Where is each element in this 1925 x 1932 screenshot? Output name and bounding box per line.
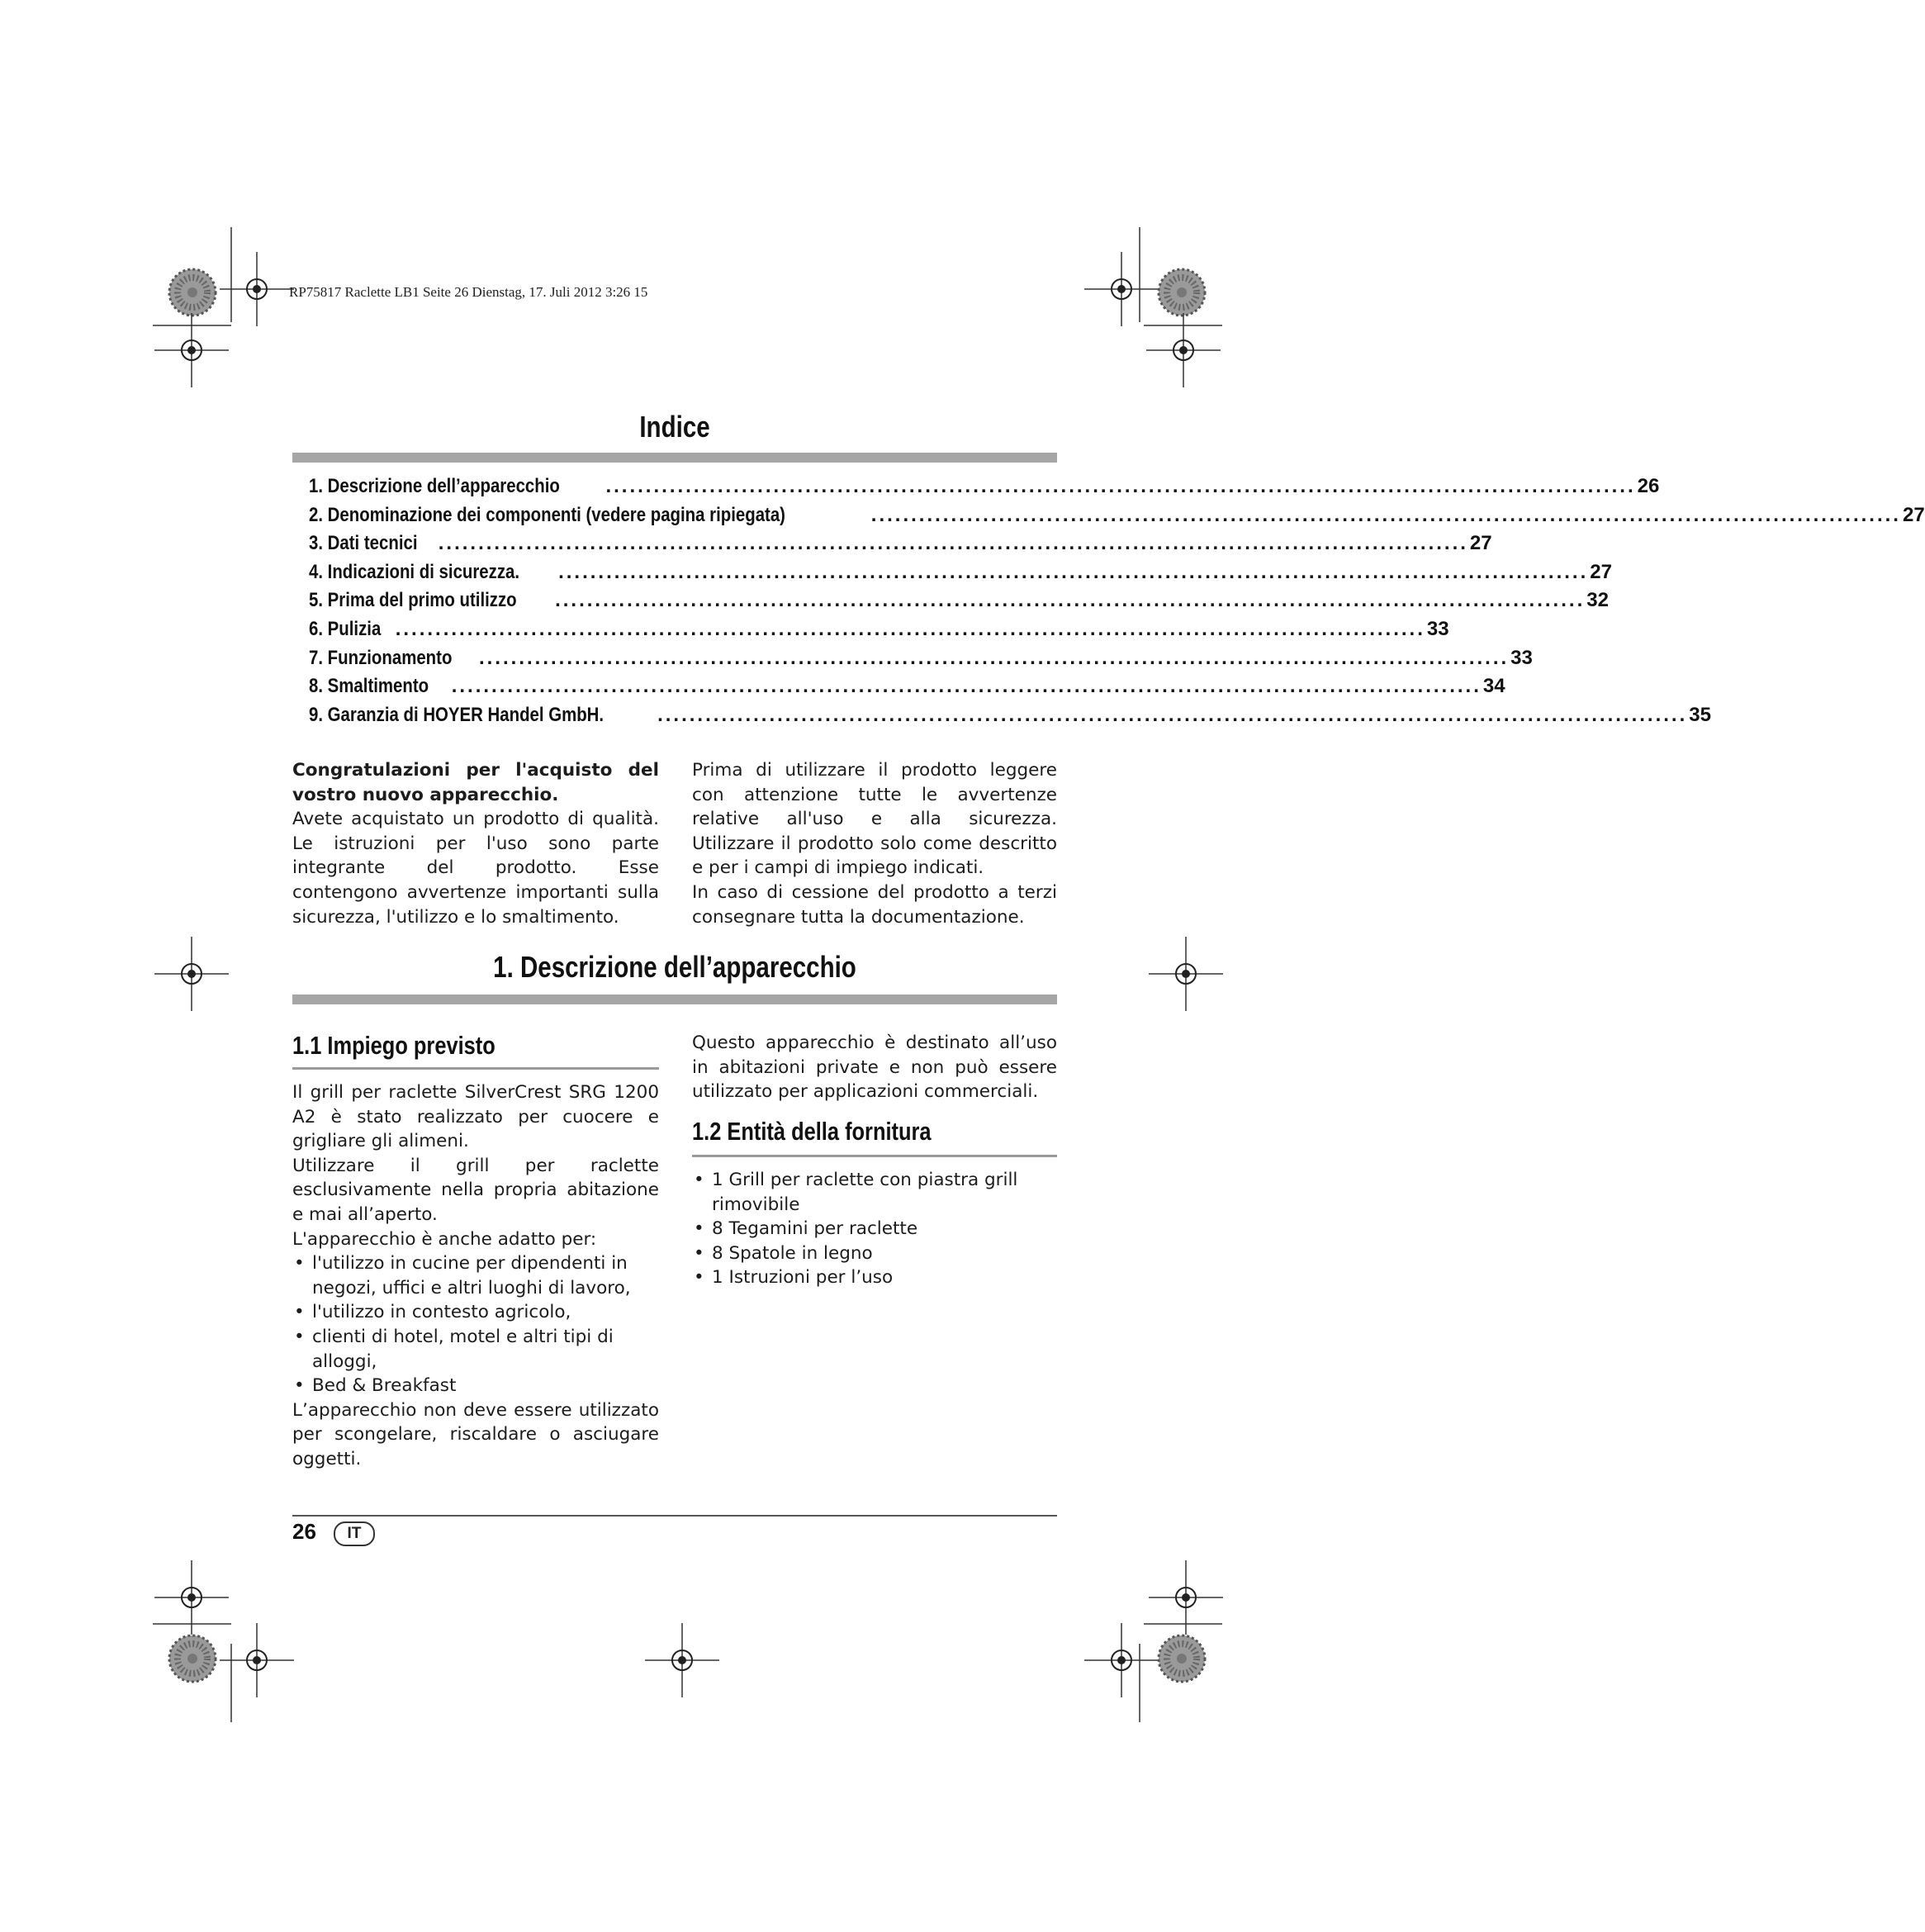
list-item: • 8 Spatole in legno xyxy=(694,1242,873,1264)
print-header: RP75817 Raclette LB1 Seite 26 Dienstag, 17. Juli 2012 3:26 15 xyxy=(289,284,648,300)
paragraph: Il grill per raclette SilverCrest SRG 1200 A2 è stato realizzato per cuocere e grigliare gli alimeni. xyxy=(292,1082,659,1152)
toc-entry[interactable]: 5. Prima del primo utilizzo ................................................................................................................................. 32 xyxy=(309,589,1609,612)
table-of-contents xyxy=(309,475,1925,732)
index-title-bar xyxy=(292,453,1057,463)
list-item: • Bed & Breakfast xyxy=(294,1375,457,1397)
paragraph: L'apparecchio è anche adatto per: xyxy=(292,1228,597,1250)
intro-right-paragraph-2: In caso di cessione del prodotto a terzi consegnare tutta la documentazione. xyxy=(692,881,1057,928)
section-1-title-bar xyxy=(292,994,1057,1004)
footer-rule xyxy=(292,1515,1057,1517)
toc-entry[interactable]: 6. Pulizia ................................................................................................................................. 33 xyxy=(309,617,1449,640)
delivery-contents-list xyxy=(692,1168,1057,1290)
section-1-right-text xyxy=(692,1031,1057,1104)
subsection-1-2-rule xyxy=(692,1155,1057,1157)
list-item: • 1 Istruzioni per l’uso xyxy=(694,1267,894,1289)
toc-entry[interactable]: 4. Indicazioni di sicurezza. ................................................................................................................................. 27 xyxy=(309,560,1612,583)
paragraph: Questo apparecchio è destinato all’uso in abitazioni private e non può essere utilizzato per applicazioni commerciali. xyxy=(692,1032,1057,1103)
list-item: • l'utilizzo in cucine per dipendenti in negozi, uffici e altri luoghi di lavoro, xyxy=(294,1253,631,1298)
toc-entry[interactable]: 1. Descrizione dell’apparecchio ................................................................................................................................. 26 xyxy=(309,475,1660,497)
subsection-1-1-rule xyxy=(292,1067,659,1070)
subsection-1-1-title: 1.1 Impiego previsto xyxy=(292,1031,495,1060)
toc-entry[interactable]: 3. Dati tecnici ................................................................................................................................. 27 xyxy=(309,532,1492,555)
intro-right-column xyxy=(692,758,1057,929)
paragraph: Utilizzare il grill per raclette esclusivamente nella propria abitazione e mai all’aperto. xyxy=(292,1155,659,1225)
intro-heading: Congratulazioni per l'acquisto del vostro nuovo apparecchio. xyxy=(292,760,659,805)
subsection-1-1-body xyxy=(292,1080,659,1472)
toc-entry[interactable]: 2. Denominazione dei componenti (vedere pagina ripiegata) ................................................................................................................................. 27 xyxy=(309,503,1925,526)
paragraph: L’apparecchio non deve essere utilizzato per scongelare, riscaldare o asciugare oggetti. xyxy=(292,1399,659,1469)
toc-entry[interactable]: 7. Funzionamento ................................................................................................................................. 33 xyxy=(309,646,1533,669)
language-badge: IT xyxy=(334,1521,375,1546)
intro-right-paragraph-1: Prima di utilizzare il prodotto leggere con attenzione tutte le avvertenze relative all'uso e alla sicurezza. Utilizzare il prodotto solo come descritto e per i campi di impiego indicati. xyxy=(692,760,1057,879)
page-number: 26 xyxy=(292,1519,316,1544)
list-item: • l'utilizzo in contesto agricolo, xyxy=(294,1302,571,1323)
intro-left-text: Avete acquistato un prodotto di qualità. Le istruzioni per l'uso sono parte integrante del prodotto. Esse contengono avvertenze importanti sulla sicurezza, l'utilizzo e lo smaltimento. xyxy=(292,809,659,928)
list-item: • 1 Grill per raclette con piastra grill rimovibile xyxy=(694,1170,1018,1215)
subsection-1-2-title: 1.2 Entità della fornitura xyxy=(692,1117,932,1146)
suitable-uses-list xyxy=(292,1251,659,1398)
list-item: • clienti di hotel, motel e altri tipi di alloggi, xyxy=(294,1326,614,1372)
toc-entry[interactable]: 9. Garanzia di HOYER Handel GmbH. ................................................................................................................................. 35 xyxy=(309,703,1711,726)
intro-left-column xyxy=(292,758,659,929)
toc-entry[interactable]: 8. Smaltimento ................................................................................................................................. 34 xyxy=(309,675,1505,698)
subsection-1-2-body xyxy=(692,1168,1057,1290)
list-item: • 8 Tegamini per raclette xyxy=(694,1218,918,1240)
index-title: Indice xyxy=(639,410,710,444)
section-1-title: 1. Descrizione dell’apparecchio xyxy=(493,950,856,984)
